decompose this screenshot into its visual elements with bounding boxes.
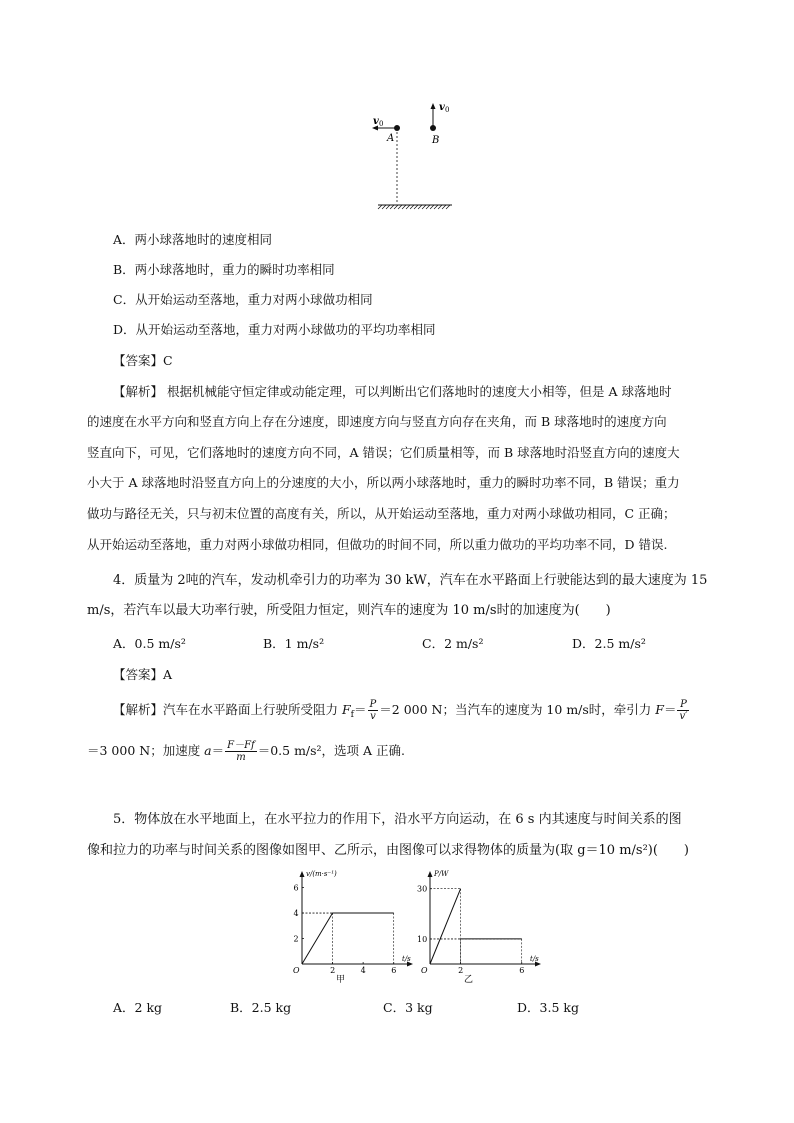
x-tick-label: 4 xyxy=(360,966,366,975)
v0-up-label: v xyxy=(439,102,445,113)
q5-stem-line-2: 像和拉力的功率与时间关系的图像如图甲、乙所示，由图像可以求得物体的质量为(取 g＝10 m/s²)( ) xyxy=(87,843,690,858)
ball-a xyxy=(394,125,400,131)
q3-analysis-line-4: 小大于 A 球落地时沿竖直方向上的分速度的大小，所以两小球落地时，重力的瞬时功率不同，B 错误；重力 xyxy=(87,475,680,490)
q5-option-a: A．2 kg xyxy=(113,1000,163,1015)
q5-option-d: D．3.5 kg xyxy=(517,1000,579,1015)
q3-analysis-line-6: 从开始运动至落地，重力对两小球做功相同，但做功的时间不同，所以重力做功的平均功率不同，D 错误. xyxy=(87,537,668,552)
v0-left-label: v xyxy=(373,116,379,127)
q3-answer: 【答案】C xyxy=(113,353,173,368)
series-line xyxy=(302,913,394,964)
q5-stem-line-1: 5．物体放在水平地面上，在水平拉力的作用下，沿水平方向运动，在 6 s 内其速度与时间关系的图 xyxy=(113,812,682,827)
x-tick-label: 6 xyxy=(391,966,397,975)
chart-caption: 甲 xyxy=(336,975,346,985)
y-axis-arrow-icon xyxy=(300,871,305,877)
q3-analysis-line-2: 的速度在水平方向和竖直方向上存在分速度，即速度方向与竖直方向存在夹角，而 B 球落地时的速度方向 xyxy=(87,414,667,429)
ball-b xyxy=(430,125,436,131)
figure-balls xyxy=(360,95,470,215)
fraction-acceleration: $\frac{F-Ff}{m}$ xyxy=(227,740,255,763)
q5-option-c: C．3 kg xyxy=(383,1000,433,1015)
y-tick-label: 30 xyxy=(417,884,428,894)
q4-option-b: B．1 m/s² xyxy=(263,636,325,651)
y-tick-label: 10 xyxy=(417,934,428,944)
chart-caption: 乙 xyxy=(464,975,474,985)
x-axis-label: t/s xyxy=(402,955,411,963)
q3-analysis-line-5: 做功与路径无关，只与初末位置的高度有关，所以，从开始运动至落地，重力对两小球做功相同，C 正确； xyxy=(87,506,676,521)
q3-analysis-line-3: 竖直向下，可见，它们落地时的速度方向不同，A 错误；它们质量相等，而 B 球落地时沿竖直方向的速度大 xyxy=(87,445,680,460)
q4-stem-line-1: 4．质量为 2吨的汽车，发动机牵引力的功率为 30 kW，汽车在水平路面上行驶能达到的最大速度为 15 xyxy=(113,573,708,588)
x-axis-label: t/s xyxy=(530,955,539,963)
q3-analysis-line-1: 【解析】 根据机械能守恒定律或动能定理，可以判断出它们落地时的速度大小相等，但是 A 球落地时 xyxy=(113,384,672,399)
chart-power-time xyxy=(416,868,546,986)
y-tick-label: 6 xyxy=(293,883,299,893)
svg-text:0: 0 xyxy=(445,106,450,114)
label-b: B xyxy=(432,135,440,146)
x-tick-label: 2 xyxy=(458,966,464,975)
label-a: A xyxy=(387,133,395,144)
q4-option-c: C．2 m/s² xyxy=(422,636,484,651)
x-tick-label: 6 xyxy=(519,966,525,975)
fraction-p-over-v-prime: $\frac{P}{v'}$ xyxy=(679,699,688,722)
q4-stem-line-2: m/s，若汽车以最大功率行驶，所受阻力恒定，则汽车的速度为 10 m/s时的加速度为( ) xyxy=(87,603,611,618)
y-tick-label: 2 xyxy=(293,934,299,944)
chart-velocity-time xyxy=(288,868,418,986)
q3-option-b: B．两小球落地时，重力的瞬时功率相同 xyxy=(113,262,335,277)
y-axis-label: P/W xyxy=(434,870,449,878)
q3-option-d: D．从开始运动至落地，重力对两小球做功的平均功率相同 xyxy=(113,322,436,337)
q4-analysis-line-2: ＝3 000 N；加速度 a＝ $\frac{F-Ff}{m}$ ＝0.5 m/s²，选项 A 正确. xyxy=(87,740,406,763)
q3-option-c: C．从开始运动至落地，重力对两小球做功相同 xyxy=(113,292,373,307)
origin-label: O xyxy=(293,966,300,975)
q4-option-a: A．0.5 m/s² xyxy=(113,636,186,651)
q3-option-a: A．两小球落地时的速度相同 xyxy=(113,232,273,247)
y-axis-label: v/(m·s⁻¹) xyxy=(306,870,337,878)
q4-analysis-line-1: 【解析】汽车在水平路面上行驶所受阻力 $F_f=$ $\frac{P}{v}$ ＝2 000 N；当汽车的速度为 10 m/s时，牵引力 F＝ $\frac{P}{v'}$ xyxy=(113,699,688,722)
q4-option-d: D．2.5 m/s² xyxy=(572,636,646,651)
q4-answer: 【答案】A xyxy=(113,667,173,682)
x-tick-label: 2 xyxy=(330,966,336,975)
q5-option-b: B．2.5 kg xyxy=(230,1000,292,1015)
fraction-p-over-v: $\frac{P}{v}$ xyxy=(369,699,377,722)
y-tick-label: 4 xyxy=(293,909,299,919)
svg-text:0: 0 xyxy=(379,120,384,128)
origin-label: O xyxy=(421,966,428,975)
series-line xyxy=(430,889,461,964)
y-axis-arrow-icon xyxy=(428,871,433,877)
